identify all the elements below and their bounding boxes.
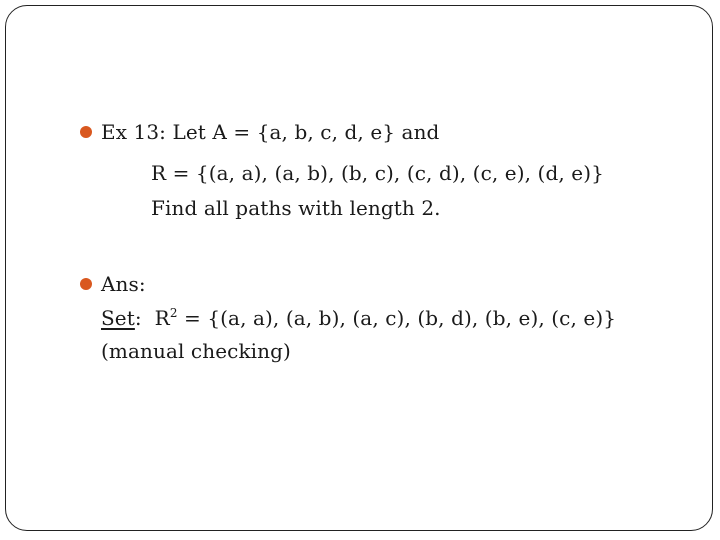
relation-definition: R = {(a, a), (a, b), (b, c), (c, d), (c, e), (d, e)} (151, 161, 604, 185)
bullet-icon (80, 278, 92, 290)
bullet-icon (80, 126, 92, 138)
task-description: Find all paths with length 2. (151, 196, 441, 220)
r-squared-line (101, 306, 616, 330)
r-symbol: R (154, 306, 170, 330)
r-exponent: 2 (169, 306, 178, 320)
set-label: Set (101, 306, 135, 330)
set-colon: : (134, 306, 142, 330)
slide-frame (5, 5, 713, 531)
exercise-statement: Ex 13: Let A = {a, b, c, d, e} and (101, 120, 440, 144)
manual-checking-note: (manual checking) (101, 339, 291, 363)
answer-heading: Ans: (101, 272, 146, 296)
r-squared-value: = {(a, a), (a, b), (a, c), (b, d), (b, e), (c, e)} (177, 306, 617, 330)
